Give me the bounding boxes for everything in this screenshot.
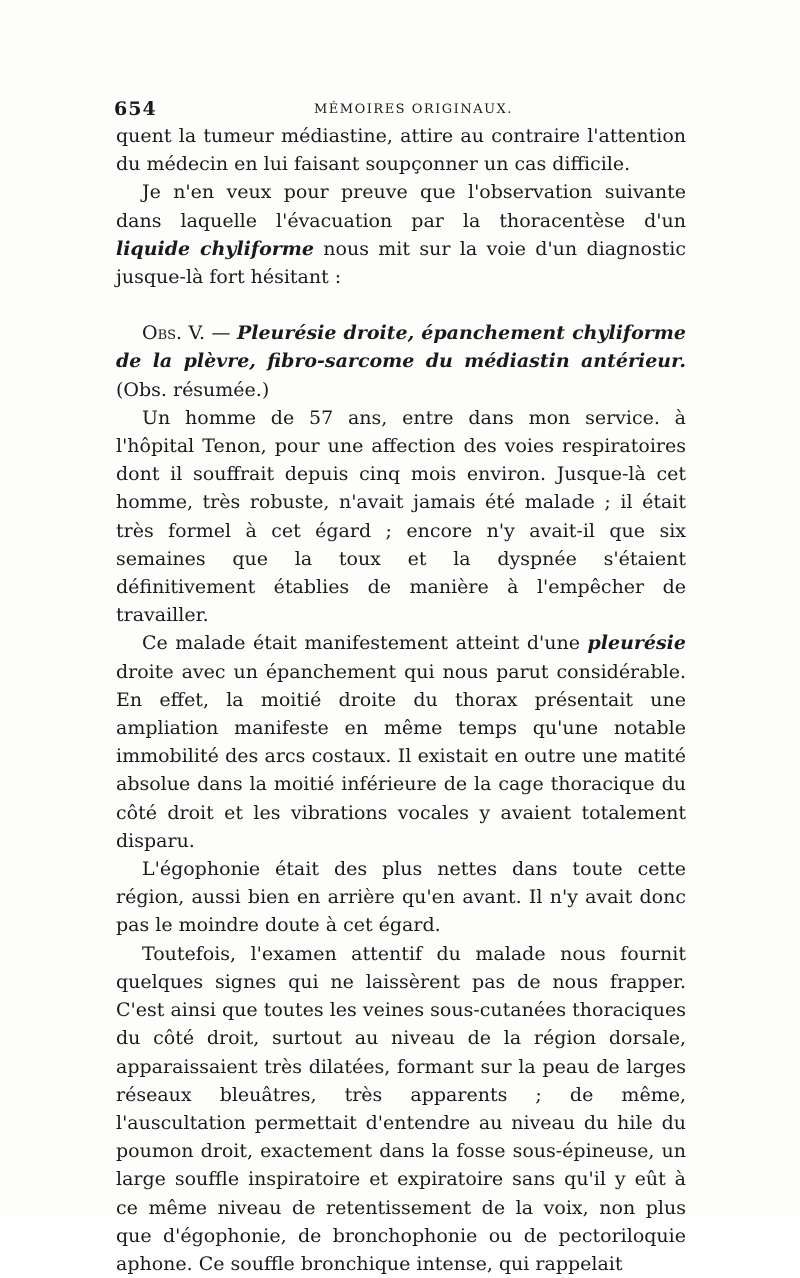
paragraph-examination: Toutefois, l'examen attentif du malade nous fournit quelques signes qui ne laissèrent pas de nous frapper. C'est ainsi que toutes les veines sous-cutanées thoraciques du côté droit, surtout au niveau de la région dorsale, apparaissaient très dilatées, formant sur la peau de larges réseaux bleuâtres, très apparents ; de même, l'auscultation permettait d'entendre au niveau du hile du poumon droit, exactement dans la fosse sous-épineuse, un large souffle inspiratoire et expiratoire sans qu'il y eût à ce même niveau de retentissement de la voix, non plus que d'égophonie, de bronchophonie ou de pectoriloquie aphone. Ce souffle bronchique intense, qui rappelait — [116, 942, 686, 1275]
page-number: 654 — [114, 98, 157, 120]
italic-term: liquide chyliforme — [116, 237, 314, 260]
paragraph-intro: Je n'en veux pour preuve que l'observation suivante dans laquelle l'évacuation par la thoracentèse d'un liquide chyliforme nous mit sur la voie d'un diagnostic jusque-là fort hésitant : — [116, 181, 686, 289]
paragraph-egophony: L'égophonie était des plus nettes dans toute cette région, aussi bien en arrière qu'en avant. Il n'y avait donc pas le moindre doute à cet égard. — [116, 858, 686, 937]
paragraph-case: Un homme de 57 ans, entre dans mon service. à l'hôpital Tenon, pour une affection des voies respiratoires dont il souffrait depuis cinq mois environ. Jusque-là cet homme, très robuste, n'avait jamais été malade ; il était très formel à cet égard ; encore n'y avait-il que six semaines que la toux et la dyspnée s'étaient définitivement établies de manière à l'empêcher de travailler. — [116, 406, 686, 627]
observation-label: Obs. V. — [142, 322, 205, 345]
observation-title: Pleurésie droite, épanchement chyliforme de la plèvre, fibro-sarcome du médiastin antérieur. — [116, 322, 686, 373]
observation-heading: Obs. V. — Pleurésie droite, épanchement chyliforme de la plèvre, fibro-sarcome du médiastin antérieur. (Obs. résumée.) — [116, 322, 686, 401]
paragraph-continuation: quent la tumeur médiastine, attire au contraire l'attention du médecin en lui faisant soupçonner un cas difficile. — [116, 125, 686, 176]
italic-term: pleurésie — [587, 632, 686, 655]
paragraph-signs: Ce malade était manifestement atteint d'une pleurésie droite avec un épanchement qui nous parut considérable. En effet, la moitié droite du thorax présentait une ampliation manifeste en même temps qu'une notable immobilité des arcs costaux. Il existait en outre une matité absolue dans la moitié inférieure de la cage thoracique du côté droit et les vibrations vocales y avaient totalement disparu. — [116, 632, 686, 852]
body-text — [116, 122, 686, 1278]
running-head: MÉMOIRES ORIGINAUX. — [314, 102, 513, 117]
